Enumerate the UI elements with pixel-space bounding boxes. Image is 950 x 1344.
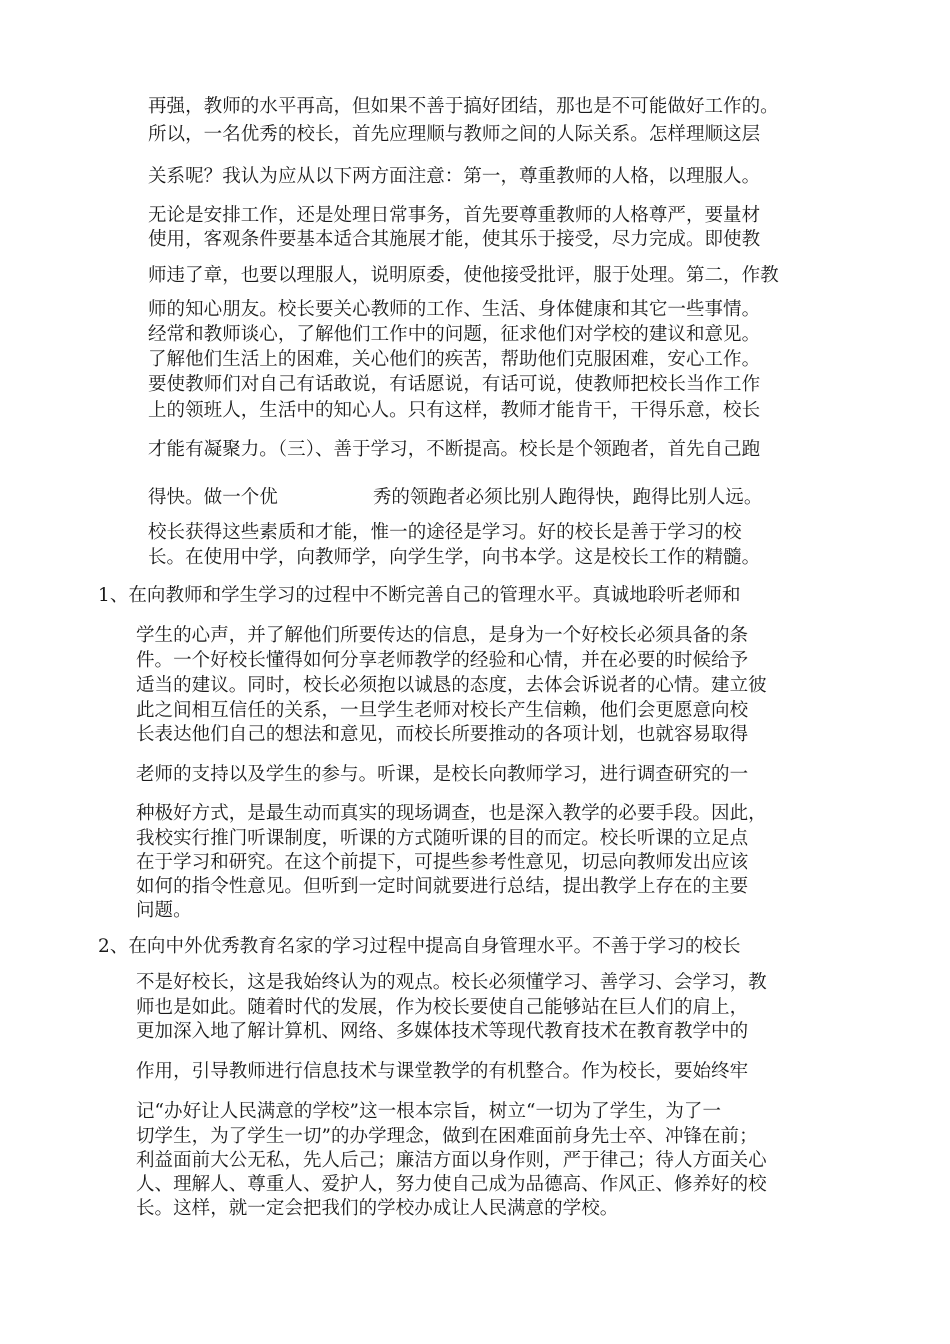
text-line: 问题。 (136, 900, 192, 921)
text-line: 我校实行推门听课制度，听课的方式随听课的目的而定。校长听课的立足点 (136, 828, 749, 849)
text-line: 所以，一名优秀的校长，首先应理顺与教师之间的人际关系。怎样理顺这层 (148, 124, 761, 145)
text-fragment: 秀的领跑者必须比别人跑得快，跑得比别人远。 (372, 487, 763, 508)
text-line: 再强，教师的水平再高，但如果不善于搞好团结，那也是不可能做好工作的。 (148, 96, 779, 117)
text-line: 了解他们生活上的困难，关心他们的疾苦，帮助他们克服困难，安心工作。 (148, 349, 761, 370)
text-line: 更加深入地了解计算机、网络、多媒体技术等现代教育技术在教育教学中的 (136, 1021, 749, 1042)
text-line: 长表达他们自己的想法和意见，而校长所要推动的各项计划，也就容易取得 (136, 724, 749, 745)
text-line: 种极好方式，是最生动而真实的现场调查，也是深入教学的必要手段。因此， (136, 803, 767, 824)
text-line: 师也是如此。随着时代的发展，作为校长要使自己能够站在巨人们的肩上， (136, 997, 749, 1018)
numbered-item-1: 1、在向教师和学生学习的过程中不断完善自己的管理水平。真诚地聆听老师和 (98, 585, 741, 606)
text-line: 利益面前大公无私，先人后己；廉洁方面以身作则，严于律己；待人方面关心 (136, 1150, 767, 1171)
text-fragment: 得快。做一个优 (148, 487, 278, 508)
text-line: 校长获得这些素质和才能，惟一的途径是学习。好的校长是善于学习的校 (148, 522, 742, 543)
text-line: 件。一个好校长懂得如何分享老师教学的经验和心情，并在必要的时候给予 (136, 650, 749, 671)
numbered-item-2: 2、在向中外优秀教育名家的学习过程中提高自身管理水平。不善于学习的校长 (98, 936, 741, 957)
text-line: 师的知心朋友。校长要关心教师的工作、生活、身体健康和其它一些事情。 (148, 299, 761, 320)
text-line: 老师的支持以及学生的参与。听课，是校长向教师学习，进行调查研究的一 (136, 764, 749, 785)
text-line: 上的领班人，生活中的知心人。只有这样，教师才能肯干，干得乐意，校长 (148, 400, 761, 421)
text-line: 不是好校长，这是我始终认为的观点。校长必须懂学习、善学习、会学习，教 (136, 972, 767, 993)
text-line: 切学生，为了学生一切”的办学理念，做到在困难面前身先士卒、冲锋在前； (136, 1126, 758, 1147)
text-line: 长。在使用中学，向教师学，向学生学，向书本学。这是校长工作的精髓。 (148, 547, 761, 568)
text-line: 无论是安排工作，还是处理日常事务，首先要尊重教师的人格尊严，要量材 (148, 205, 761, 226)
text-line: 使用，客观条件要基本适合其施展才能，使其乐于接受，尽力完成。即使教 (148, 229, 761, 250)
text-line: 学生的心声，并了解他们所要传达的信息，是身为一个好校长必须具备的条 (136, 625, 749, 646)
text-line: 要使教师们对自己有话敢说，有话愿说，有话可说，使教师把校长当作工作 (148, 374, 761, 395)
text-line: 如何的指令性意见。但听到一定时间就要进行总结，提出教学上存在的主要 (136, 876, 749, 897)
text-line: 在于学习和研究。在这个前提下，可提些参考性意见，切忌向教师发出应该 (136, 852, 749, 873)
text-line: 经常和教师谈心，了解他们工作中的问题，征求他们对学校的建议和意见。 (148, 324, 761, 345)
text-line: 才能有凝聚力。（三）、善于学习，不断提高。校长是个领跑者，首先自己跑 (148, 439, 761, 460)
text-line: 作用，引导教师进行信息技术与课堂教学的有机整合。作为校长，要始终牢 (136, 1061, 749, 1082)
text-line: 关系呢？我认为应从以下两方面注意：第一，尊重教师的人格，以理服人。 (148, 166, 761, 187)
text-line: 适当的建议。同时，校长必须抱以诚恳的态度，去体会诉说者的心情。建立彼 (136, 675, 767, 696)
text-line: 师违了章，也要以理服人，说明原委，使他接受批评，服于处理。第二，作教 (148, 265, 779, 286)
text-line: 记“办好让人民满意的学校”这一根本宗旨，树立“一切为了学生，为了一 (136, 1101, 722, 1122)
text-line: 长。这样，就一定会把我们的学校办成让人民满意的学校。 (136, 1198, 619, 1219)
text-line: 人、理解人、尊重人、爱护人，努力使自己成为品德高、作风正、修养好的校 (136, 1174, 767, 1195)
text-line: 此之间相互信任的关系，一旦学生老师对校长产生信赖，他们会更愿意向校 (136, 700, 749, 721)
text-line-split (148, 487, 762, 509)
